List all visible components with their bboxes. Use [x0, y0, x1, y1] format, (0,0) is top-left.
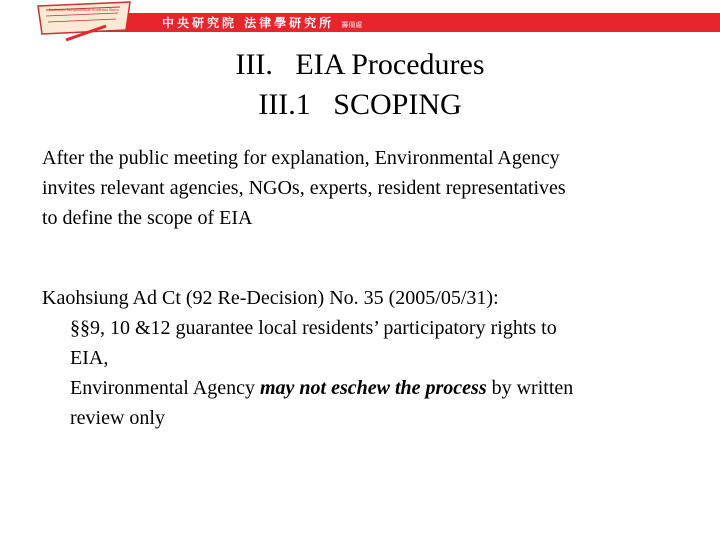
point-line: review only	[70, 407, 165, 429]
point-line: §§9, 10 &12 guarantee local residents’ participatory rights to	[70, 317, 557, 339]
point-emphasis: may not eschew the process	[259, 377, 487, 399]
point-no-eschew	[42, 373, 702, 433]
paragraph-court-decision	[42, 283, 702, 433]
slide-title: III. EIA Procedures	[235, 48, 485, 81]
slide-subtitle: III.1 SCOPING	[258, 88, 462, 121]
institute-name-suffix: 籌備處	[341, 21, 363, 29]
point-prefix: Environmental Agency	[70, 377, 260, 399]
institute-logo	[36, 0, 132, 42]
paragraph-line: After the public meeting for explanation, Environmental Agency	[42, 147, 560, 169]
paragraph-line: invites relevant agencies, NGOs, experts, resident representatives	[42, 177, 566, 199]
paragraph-scoping	[42, 143, 702, 233]
paragraph-line: to define the scope of EIA	[42, 207, 253, 229]
point-line: EIA,	[70, 347, 109, 369]
institute-name-text: 中央研究院 法律學研究所	[162, 16, 335, 30]
institute-name	[162, 14, 362, 32]
point-suffix: by written	[486, 377, 574, 399]
point-line	[70, 373, 702, 403]
point-participatory-rights	[42, 313, 702, 373]
logo-text: Institutum Iurisprudentiae Academia Sinica	[49, 7, 119, 12]
decision-heading: Kaohsiung Ad Ct (92 Re-Decision) No. 35 (2005/05/31):	[42, 287, 499, 309]
header-band	[0, 0, 720, 42]
